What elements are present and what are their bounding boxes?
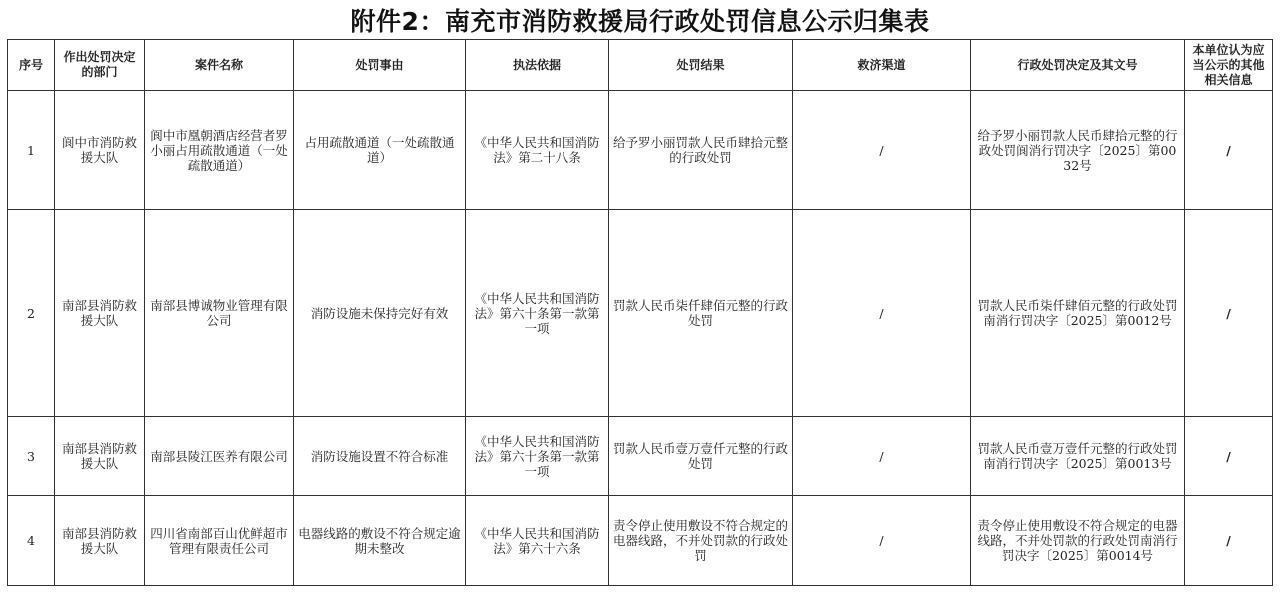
cell-remedy: / [793, 496, 971, 586]
cell-other: / [1185, 210, 1273, 417]
header-row [8, 40, 1273, 91]
cell-basis: 《中华人民共和国消防法》第二十八条 [466, 91, 609, 210]
cell-remedy: / [793, 210, 971, 417]
cell-reason: 电器线路的敷设不符合规定逾期未整改 [294, 496, 466, 586]
cell-decision: 责令停止使用敷设不符合规定的电器线路，不并处罚款的行政处罚南消行罚决字〔2025〕第0014号 [971, 496, 1185, 586]
cell-basis: 《中华人民共和国消防法》第六十条第一款第一项 [466, 210, 609, 417]
cell-seq: 3 [8, 417, 55, 496]
header-result: 处罚结果 [609, 40, 793, 91]
table-row [8, 417, 1273, 496]
cell-case-name: 四川省南部百山优鲜超市管理有限责任公司 [145, 496, 294, 586]
cell-seq: 2 [8, 210, 55, 417]
cell-basis: 《中华人民共和国消防法》第六十六条 [466, 496, 609, 586]
cell-decision: 给予罗小丽罚款人民币肆拾元整的行政处罚阆消行罚决字〔2025〕第0032号 [971, 91, 1185, 210]
penalty-table [7, 39, 1273, 586]
cell-other: / [1185, 417, 1273, 496]
header-case-name: 案件名称 [145, 40, 294, 91]
cell-dept: 南部县消防救援大队 [55, 210, 145, 417]
header-decision: 行政处罚决定及其文号 [971, 40, 1185, 91]
cell-case-name: 南部县博诚物业管理有限公司 [145, 210, 294, 417]
cell-reason: 消防设施设置不符合标准 [294, 417, 466, 496]
page-title: 附件2：南充市消防救援局行政处罚信息公示归集表 [350, 7, 930, 36]
cell-dept: 南部县消防救援大队 [55, 417, 145, 496]
cell-result: 责令停止使用敷设不符合规定的电器线路，不并处罚款的行政处罚 [609, 496, 793, 586]
cell-result: 给予罗小丽罚款人民币肆拾元整的行政处罚 [609, 91, 793, 210]
cell-result: 罚款人民币壹万壹仟元整的行政处罚 [609, 417, 793, 496]
cell-seq: 4 [8, 496, 55, 586]
cell-reason: 占用疏散通道（一处疏散通道） [294, 91, 466, 210]
cell-remedy: / [793, 91, 971, 210]
cell-decision: 罚款人民币壹万壹仟元整的行政处罚南消行罚决字〔2025〕第0013号 [971, 417, 1185, 496]
table-row [8, 91, 1273, 210]
cell-case-name: 阆中市凰朝酒店经营者罗小丽占用疏散通道（一处疏散通道） [145, 91, 294, 210]
header-reason: 处罚事由 [294, 40, 466, 91]
cell-dept: 南部县消防救援大队 [55, 496, 145, 586]
cell-decision: 罚款人民币柒仟肆佰元整的行政处罚南消行罚决字〔2025〕第0012号 [971, 210, 1185, 417]
cell-other: / [1185, 91, 1273, 210]
header-dept: 作出处罚决定的部门 [55, 40, 145, 91]
cell-seq: 1 [8, 91, 55, 210]
cell-result: 罚款人民币柒仟肆佰元整的行政处罚 [609, 210, 793, 417]
header-other: 本单位认为应当公示的其他相关信息 [1185, 40, 1273, 91]
cell-case-name: 南部县陵江医养有限公司 [145, 417, 294, 496]
cell-remedy: / [793, 417, 971, 496]
table-row [8, 496, 1273, 586]
cell-other: / [1185, 496, 1273, 586]
table-row [8, 210, 1273, 417]
header-basis: 执法依据 [466, 40, 609, 91]
cell-dept: 阆中市消防救援大队 [55, 91, 145, 210]
header-remedy: 救济渠道 [793, 40, 971, 91]
header-seq: 序号 [8, 40, 55, 91]
cell-basis: 《中华人民共和国消防法》第六十条第一款第一项 [466, 417, 609, 496]
cell-reason: 消防设施未保持完好有效 [294, 210, 466, 417]
